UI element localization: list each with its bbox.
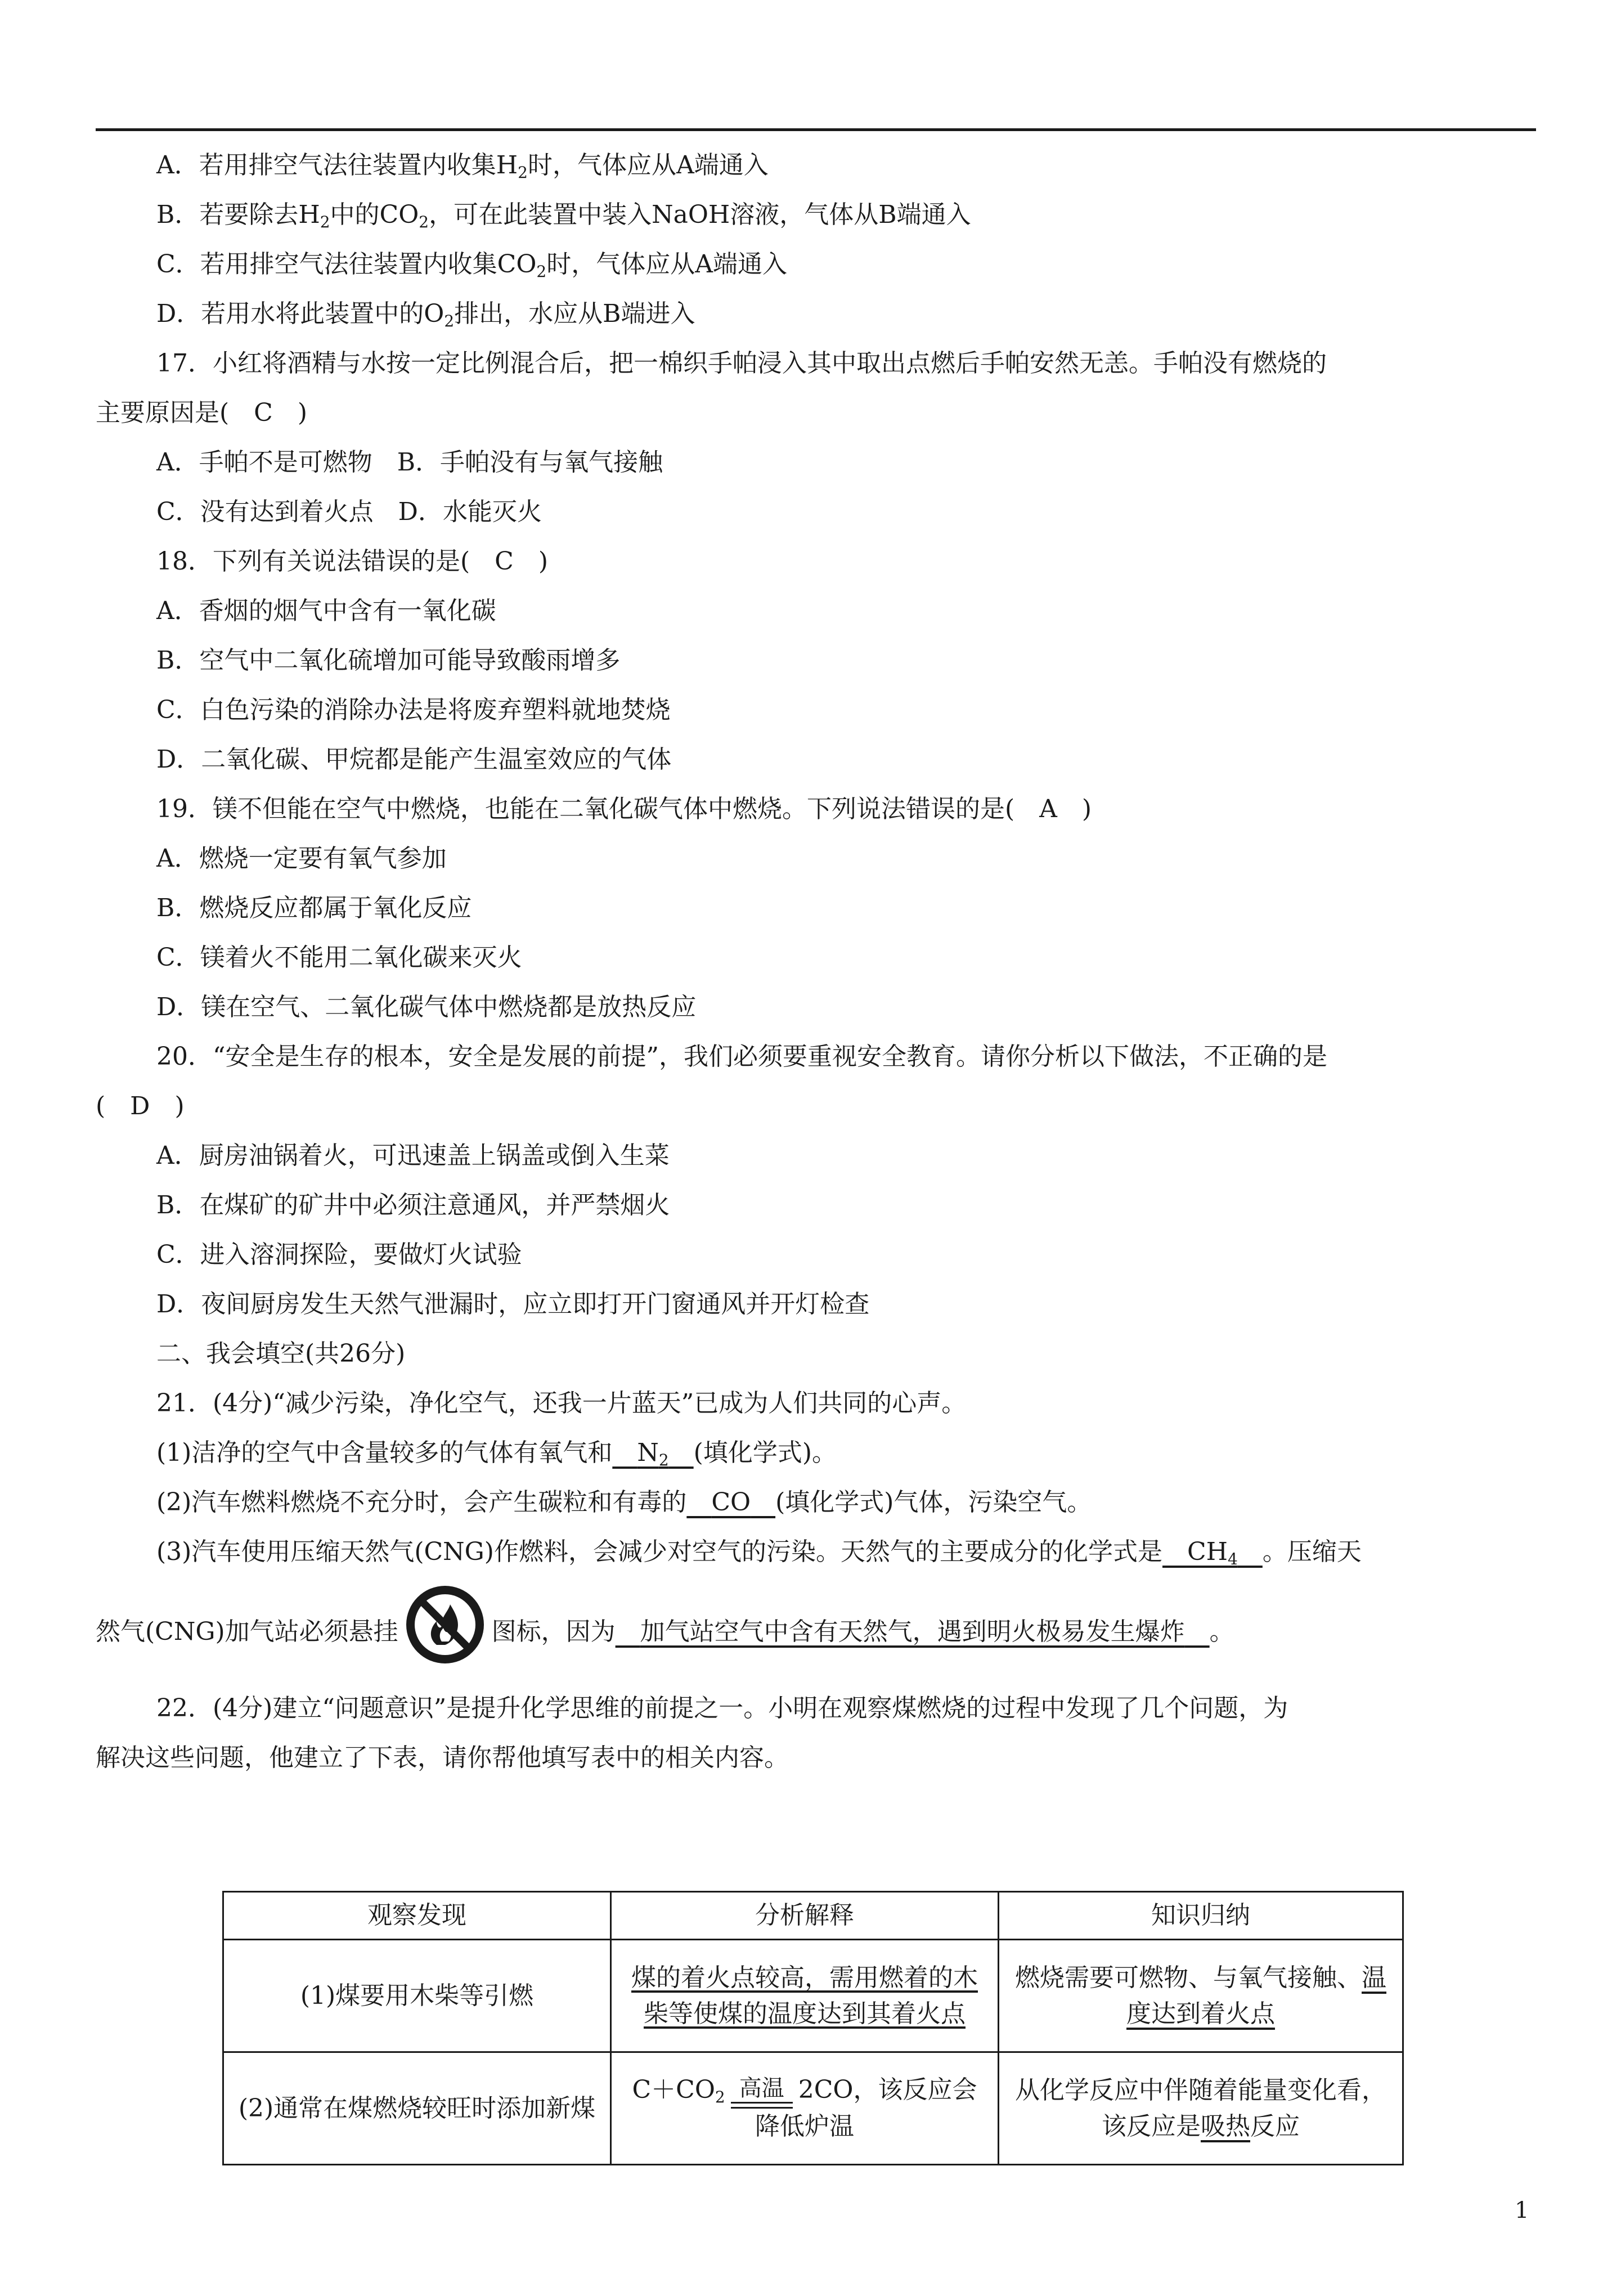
table-header: 分析解释	[610, 1892, 998, 1940]
q18-option: B．空气中二氧化硫增加可能导致酸雨增多	[156, 646, 621, 675]
q20-stem: 20．“安全是生存的根本，安全是发展的前提”，我们必须要重视安全教育。请你分析以下做法，不正确的是	[156, 1042, 1327, 1071]
q22-table	[222, 1891, 1404, 2165]
q20-stem-cont: ( D )	[96, 1092, 185, 1120]
q21-answer-3: $CH_4$	[1187, 1537, 1238, 1568]
q19-stem: 19．镁不但能在空气中燃烧，也能在二氧化碳气体中燃烧。下列说法错误的是( A )	[156, 795, 1092, 823]
q21-part1: (1)洁净的空气中含量较多的气体有氧气和 $N_2$ (填化学式)。	[156, 1438, 837, 1469]
q17-options-cd: C．没有达到着火点 D．水能灭火	[156, 497, 542, 526]
q18-option: C．白色污染的消除办法是将废弃塑料就地焚烧	[156, 696, 671, 724]
q21-answer-4: 加气站空气中含有天然气，遇到明火极易发生爆炸	[640, 1617, 1185, 1646]
q19-option: B．燃烧反应都属于氧化反应	[156, 894, 472, 922]
q19-option: A．燃烧一定要有氧气参加	[156, 844, 447, 873]
q21-part3-cont: 然气(CNG)加气站必须悬挂 图标，因为 加气站空气中含有天然气，遇到明火极易发生爆炸 。	[96, 1577, 1536, 1684]
q20-option: C．进入溶洞探险，要做灯火试验	[156, 1240, 522, 1269]
q22-stem: 22．(4分)建立“问题意识”是提升化学思维的前提之一。小明在观察煤燃烧的过程中发现了几个问题，为	[156, 1694, 1288, 1723]
q19-option: D．镁在空气、二氧化碳气体中燃烧都是放热反应	[156, 993, 697, 1021]
q18-stem: 18．下列有关说法错误的是( C )	[156, 547, 548, 576]
table-cell-observe: (2)通常在煤燃烧较旺时添加新煤	[223, 2052, 611, 2165]
header-rule	[96, 128, 1536, 131]
q17-stem-cont: 主要原因是( C )	[96, 398, 307, 427]
table-row	[223, 1940, 1403, 2052]
table-cell-explain: 煤的着火点较高，需用燃着的木柴等使煤的温度达到其着火点	[610, 1940, 998, 2052]
table-header: 观察发现	[223, 1892, 611, 1940]
q21-part2: (2)汽车燃料燃烧不充分时，会产生碳粒和有毒的 CO (填化学式)气体，污染空气。	[156, 1488, 1092, 1517]
q18-option: D．二氧化碳、甲烷都是能产生温室效应的气体	[156, 745, 672, 774]
table-header: 知识归纳	[999, 1892, 1403, 1940]
q19-option: C．镁着火不能用二氧化碳来灭火	[156, 943, 522, 972]
reaction-condition: 高温	[731, 2075, 793, 2109]
page-number: 1	[1515, 2198, 1529, 2223]
table-row	[223, 2052, 1403, 2165]
q21-answer-2: CO	[711, 1488, 751, 1517]
question-content	[96, 141, 1536, 1783]
q16-option-a: A．若用排空气法往装置内收集$H_2$时，气体应从A端通入	[156, 151, 769, 182]
q17-options-ab: A．手帕不是可燃物 B．手帕没有与氧气接触	[156, 448, 663, 477]
q21-part3: (3)汽车使用压缩天然气(CNG)作燃料，会减少对空气的污染。天然气的主要成分的化学式是 $CH_4$ 。压缩天	[156, 1537, 1362, 1568]
q22-stem-cont: 解决这些问题，他建立了下表，请你帮他填写表中的相关内容。	[96, 1743, 789, 1772]
q21-stem: 21．(4分)“减少污染，净化空气，还我一片蓝天”已成为人们共同的心声。	[156, 1389, 967, 1418]
table-cell-explain: $C+CO_2$ 高温 2CO，该反应会降低炉温	[610, 2052, 998, 2165]
q21-answer-1: $N_2$	[637, 1438, 669, 1469]
q16-option-c: C．若用排空气法往装置内收集$CO_2$时，气体应从A端通入	[156, 250, 788, 281]
table-cell-knowledge: 从化学反应中伴随着能量变化看，该反应是吸热反应	[999, 2052, 1403, 2165]
section-heading: 二、我会填空(共26分)	[156, 1339, 406, 1368]
q20-option: D．夜间厨房发生天然气泄漏时，应立即打开门窗通风并开灯检查	[156, 1290, 870, 1319]
table-header-row	[223, 1892, 1403, 1940]
q16-option-b: B．若要除去$H_2$中的$CO_2$，可在此装置中装入NaOH溶液，气体从B端通入	[156, 200, 971, 231]
table-cell-knowledge: 燃烧需要可燃物、与氧气接触、温度达到着火点	[999, 1940, 1403, 2052]
q20-option: A．厨房油锅着火，可迅速盖上锅盖或倒入生菜	[156, 1141, 670, 1170]
q17-stem: 17．小红将酒精与水按一定比例混合后，把一棉织手帕浸入其中取出点燃后手帕安然无恙。手帕没有燃烧的	[156, 349, 1327, 378]
q16-option-d: D．若用水将此装置中的$O_2$排出，水应从B端进入	[156, 299, 695, 330]
q18-option: A．香烟的烟气中含有一氧化碳	[156, 597, 496, 625]
no-fire-sign-icon	[403, 1582, 487, 1667]
q20-option: B．在煤矿的矿井中必须注意通风，并严禁烟火	[156, 1191, 670, 1219]
table-cell-observe: (1)煤要用木柴等引燃	[223, 1940, 611, 2052]
